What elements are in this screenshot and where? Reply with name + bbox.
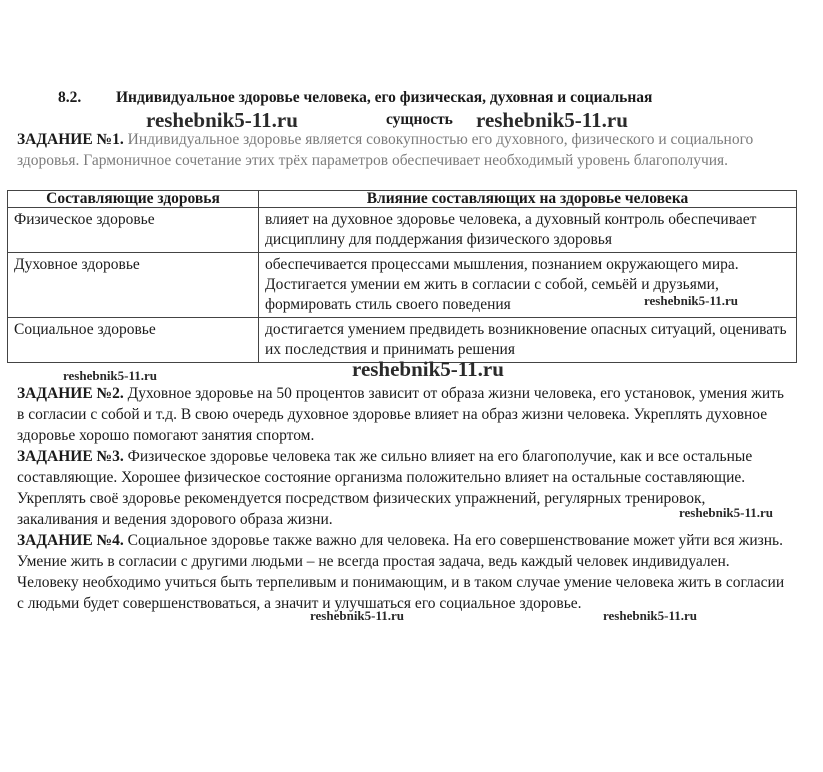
task-3-label: ЗАДАНИЕ №3. [17,448,124,465]
table-row [8,208,797,253]
table-cell-component: Физическое здоровье [8,208,259,253]
task-4-text: Социальное здоровье также важно для человека. На его совершенствование может уйти вся жизнь. Умение жить в согласии с другими людьми – не всегда простая задача, ведь каждый человек индивидуален. Человеку необходимо учиться быть терпеливым и понимающим, и в таком случае умение человека жить в согласии с людьми будет совершенствоваться, а значит и улучшаться его социальное здоровье. [17,532,785,612]
task-1-text: Индивидуальное здоровье является совокупностью его духовного, физического и социального здоровья. Гармоничное сочетание этих трёх параметров обеспечивает необходимый уровень благополучия. [17,131,754,169]
table-header-row [8,191,797,208]
section-heading [58,89,652,107]
table-header-component: Составляющие здоровья [8,191,259,208]
task-4-label: ЗАДАНИЕ №4. [17,532,124,549]
table-row [8,318,797,363]
task-2 [17,383,787,446]
health-components-table [7,190,797,363]
task-2-text: Духовное здоровье на 50 процентов зависит от образа жизни человека, его установок, умения жить в согласии с собой и т.д. В свою очередь духовное здоровье влияет на образ жизни человека. Укреплять духовное здоровье хорошо помогают занятия спортом. [17,385,784,444]
watermark: reshebnik5-11.ru [352,357,504,381]
section-title-continued: сущность [386,111,453,128]
task-4 [17,530,787,614]
watermark: reshebnik5-11.ru [146,108,298,132]
task-2-label: ЗАДАНИЕ №2. [17,385,124,402]
table-cell-component: Социальное здоровье [8,318,259,363]
task-3 [17,446,787,530]
watermark: reshebnik5-11.ru [310,608,405,623]
task-3-text: Физическое здоровье человека так же сильно влияет на его благополучие, как и все остальные составляющие. Хорошее физическое состояние организма положительно влияет на остальные составляющие. Укреплять своё здоровье рекомендуется посредством физических упражнений, регулярных тренировок, закаливания и ведения здорового образа жизни. [17,448,753,528]
table-cell-influence: влияет на духовное здоровье человека, а духовный контроль обеспечивает дисциплину для поддержания физического здоровья [259,208,797,253]
watermark: reshebnik5-11.ru [63,368,158,383]
watermark: reshebnik5-11.ru [679,505,774,520]
table-cell-component: Духовное здоровье [8,253,259,318]
watermark: reshebnik5-11.ru [644,293,739,308]
table-cell-influence: достигается умением предвидеть возникновение опасных ситуаций, оценивать их последствия и принимать решения [259,318,797,363]
task-1 [17,129,787,171]
task-1-label: ЗАДАНИЕ №1. [17,131,124,148]
watermark: reshebnik5-11.ru [603,608,698,623]
section-number: 8.2. [58,89,82,106]
table-header-influence: Влияние составляющих на здоровье человека [259,191,797,208]
table-cell-influence: обеспечивается процессами мышления, познанием окружающего мира. Достигается умении ем жить в согласии с собой, семьёй и друзьями, формировать стиль своего поведения [259,253,797,318]
section-title: Индивидуальное здоровье человека, его физическая, духовная и социальная [116,89,653,106]
watermark: reshebnik5-11.ru [476,108,628,132]
